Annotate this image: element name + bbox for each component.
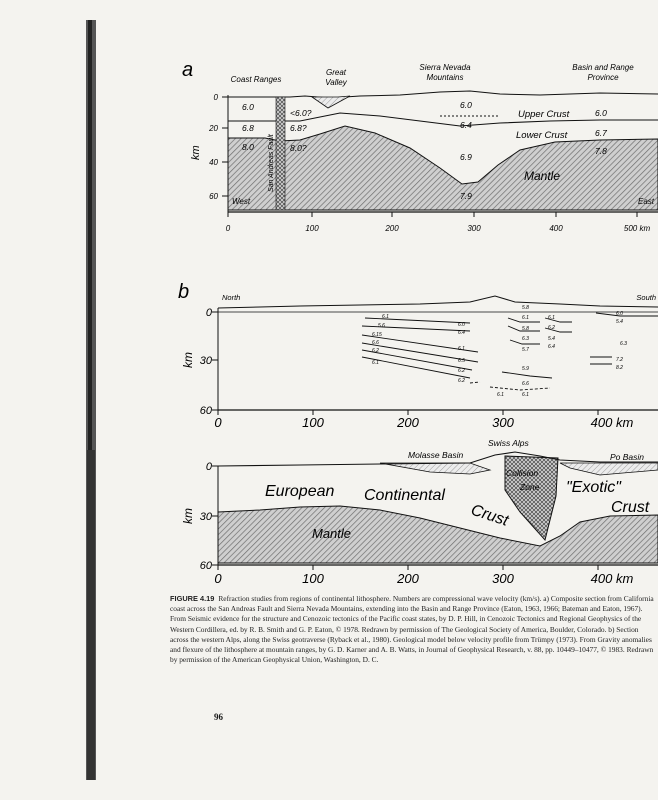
alps-mantle [218,506,658,563]
vel-a-4: <6.0? [290,108,312,118]
panel-a-axis-label: km [190,145,202,160]
km-tick-300: 300 [467,224,481,233]
vel-b-b5: 6.2 [458,368,465,374]
region-sierra-2: Mountains [426,73,464,82]
vel-a-7: 6.0 [460,100,472,110]
label-po-basin: Po Basin [610,452,645,462]
km-tick-100: 100 [305,224,319,233]
panel-b-letter: b [178,281,190,303]
vel-a-13: 7.8 [595,146,607,156]
label-zone: Zone [520,482,540,492]
b-top-km-400: 400 km [590,415,634,430]
label-exotic: "Exotic" [566,479,621,496]
depth-tick-0: 0 [213,93,218,102]
layer-lower-crust: Lower Crust [516,130,568,141]
label-swiss-alps: Swiss Alps [488,438,529,448]
region-basin-1: Basin and Range [572,63,634,72]
b-top-km-0: 0 [214,415,222,430]
depth-tick-40: 40 [209,158,218,167]
label-crust-2: Crust [611,499,650,516]
b-bot-km-0: 0 [214,571,222,586]
fault-label: San Andreas Fault [268,134,275,192]
label-crust: Crust [468,501,511,530]
vel-b-b4: 6.5 [458,358,465,364]
region-basin-2: Province [587,73,619,82]
b-top-depth-30: 30 [199,355,212,367]
panel-b-velocity-profile [178,281,658,430]
b-bot-km-400: 400 km [590,571,634,586]
vel-b-c5: 5.7 [522,347,529,353]
label-east: East [637,197,654,206]
b-top-depth-60: 60 [199,405,212,417]
vel-b-a1: 6.1 [382,314,389,320]
b-bot-depth-30: 30 [199,511,212,523]
san-andreas-fault-zone [276,97,285,210]
b-top-depth-0: 0 [205,307,212,319]
vel-b-e1: 6.0 [616,311,623,317]
layer-mantle: Mantle [524,169,561,183]
panel-b-geologic-model [181,438,658,586]
vel-b-a4: 6.6 [372,340,379,346]
vel-b-e5: 8.2 [616,365,623,371]
vel-a-10: 7.9 [460,191,472,201]
b-top-km-200: 200 [397,415,419,430]
vel-b-a3: 6.15 [372,332,382,338]
panel-a-mantle [228,126,658,210]
label-south: South [636,293,656,302]
vel-b-c9: 6.1 [497,392,504,398]
vel-b-d3: 5.4 [548,336,555,342]
label-european: European [265,483,335,500]
panel-b-bottom-axis-label: km [181,508,195,524]
km-tick-200: 200 [385,224,399,233]
km-tick-400: 400 [549,224,563,233]
region-great-valley-2: Valley [325,78,347,87]
panel-a-letter: a [182,59,194,81]
b-bot-km-300: 300 [492,571,514,586]
vel-b-a5: 6.2 [372,348,379,354]
vel-b-c2: 6.1 [522,315,529,321]
great-valley-sediment [312,96,350,108]
vel-b-c1: 5.8 [522,305,529,311]
b-top-km-300: 300 [492,415,514,430]
vel-b-c4: 6.3 [522,336,529,342]
vel-b-c7: 6.6 [522,381,529,387]
panel-b-top-surface [218,296,658,308]
region-sierra-1: Sierra Nevada [419,63,471,72]
vel-a-2: 6.8 [242,123,254,133]
vel-b-b2: 6.4 [458,330,465,336]
region-great-valley-1: Great [325,68,347,77]
b-bot-km-200: 200 [397,571,419,586]
figure-caption [170,594,654,665]
vel-b-c3: 5.8 [522,326,529,332]
po-basin [560,463,658,475]
vel-a-3: 8.0 [242,142,254,152]
vel-a-12: 6.7 [595,128,607,138]
caption-text: Refraction studies from regions of continental lithosphere. Numbers are compressional wave velocity (km/s). a) Composite section from California coast across the San Andreas Fault and Sierra Nevada Mountains, extending into the Basin and Range Province (Eaton, 1963, 1966; Bateman and Eaton, 1967). From Seismic evidence for the structure and Cenozoic tectonics of the Pacific coast states, by D. P. Hill, in Cenozoic Tectonics and Regional Geophysics of the Western Cordillera, ed. by R. B. Smith and G. P. Eaton, © 1978. Redrawn by permission of The Geological Society of America, Boulder, Colorado. b) Section across the western Alps, along the Swiss geotraverse (Ryback et al., 1980). Geological model below velocity profile from Trümpy (1973). From Gravity anomalies and flexure of the lithosphere at mountain ranges, by G. D. Karner and A. B. Watts, in Journal of Geophysical Research, v. 88, pp. 10449–10477, © 1983. Redrawn by permission of the American Geophysical Union, Washington, D. C. [170,594,654,665]
vel-b-c6: 5.9 [522,366,529,372]
vel-b-b1: 6.0 [458,322,465,328]
layer-upper-crust: Upper Crust [518,109,570,120]
vel-a-9: 6.9 [460,152,472,162]
vel-b-e2: 5.4 [616,319,623,325]
vel-b-a6: 6.1 [372,360,379,366]
b-top-km-100: 100 [302,415,324,430]
region-coast-ranges: Coast Ranges [230,75,282,84]
vel-b-a2: 5.6 [378,323,385,329]
label-west: West [232,197,251,206]
molasse-basin [380,463,490,474]
panel-a-surface [228,91,658,98]
b-bot-km-100: 100 [302,571,324,586]
km-tick-0: 0 [225,224,231,233]
vel-b-c8: 6.1 [522,392,529,398]
depth-tick-20: 20 [209,124,218,133]
panel-a [182,59,658,233]
depth-tick-60: 60 [209,192,218,201]
vel-b-b6: 6.2 [458,378,465,384]
b-bot-depth-0: 0 [205,461,212,473]
vel-a-6: 8.0? [290,143,307,153]
vel-b-d4: 6.4 [548,344,555,350]
caption-label: FIGURE 4.19 [170,594,215,603]
vel-a-8: 6.4 [460,120,472,130]
vel-a-5: 6.8? [290,123,307,133]
vel-a-11: 6.0 [595,108,607,118]
km-tick-500: 500 km [623,224,651,233]
page-number: 96 [214,712,223,722]
label-collision: Collision [506,468,539,478]
vel-a-1: 6.0 [242,102,254,112]
b-bot-depth-60: 60 [199,560,212,572]
vel-b-e3: 6.3 [620,341,627,347]
label-north: North [222,293,241,302]
vel-b-e4: 7.2 [616,357,623,363]
panel-b-top-axis-label: km [181,352,195,368]
vel-b-d1: 6.1 [548,315,555,321]
vel-b-d2: 6.2 [548,325,555,331]
label-molasse-basin: Molasse Basin [408,450,464,460]
label-mantle-b: Mantle [312,526,352,541]
vel-b-b3: 6.1 [458,346,465,352]
label-continental: Continental [364,487,445,504]
